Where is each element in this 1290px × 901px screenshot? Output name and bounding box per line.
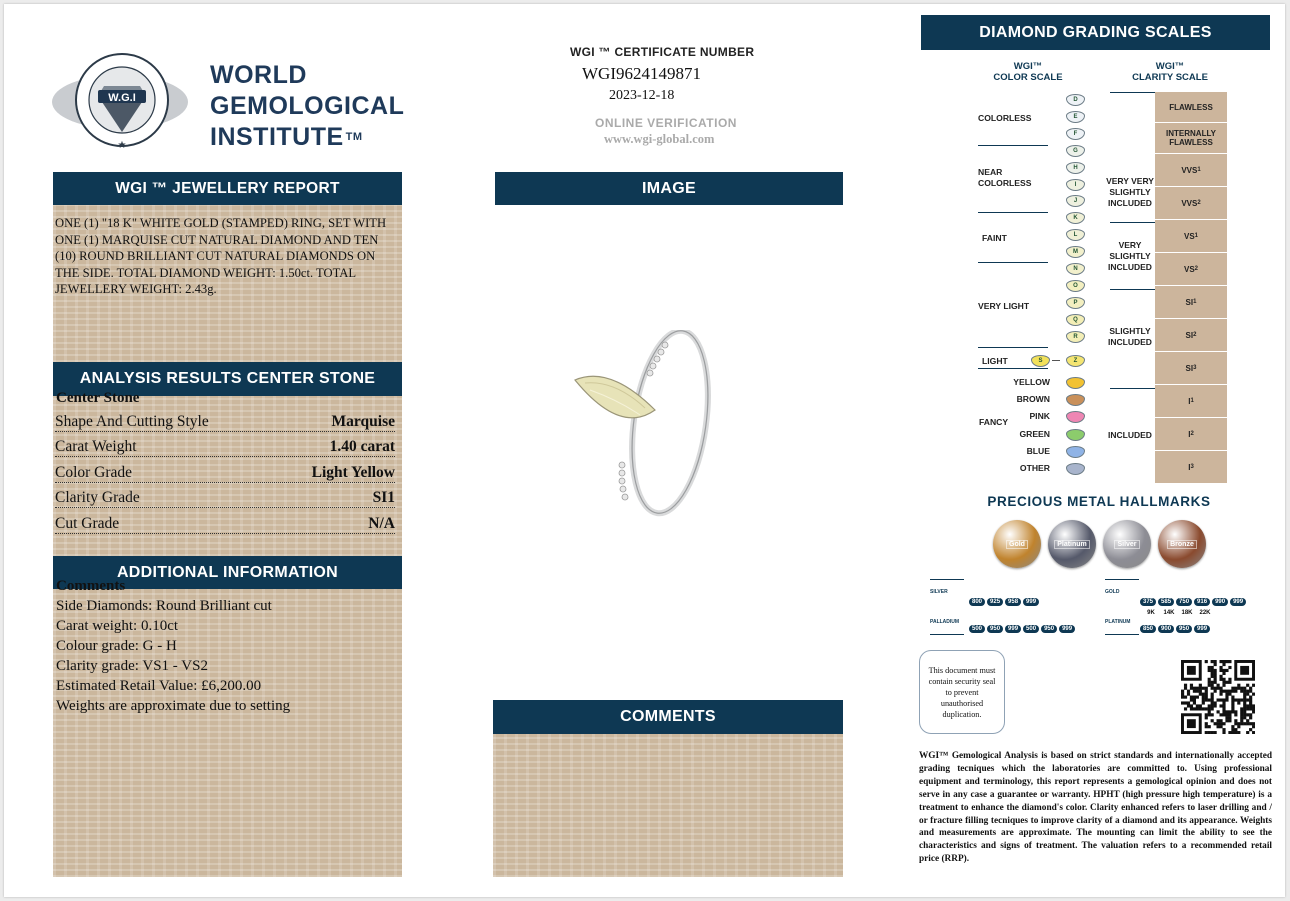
gold-karat: 22K bbox=[1199, 610, 1211, 616]
analysis-row-shape: Shape And Cutting Style Marquise bbox=[55, 406, 395, 432]
clarity-grade-cell: INTERNALLY FLAWLESS bbox=[1155, 123, 1227, 154]
report-description: ONE (1) "18 K" WHITE GOLD (STAMPED) RING, SET WITH ONE (1) MARQUISE CUT NATURAL DIAMOND AND TEN (10) ROUND BRILLIANT CUT NATURAL DIAMONDS ON THE SIDE. TOTAL DIAMOND WEIGHT: 1.50ct. TOTAL JEWELLERY WEIGHT: 2.43g. bbox=[55, 216, 387, 296]
clarity-grade-cell: VVS 2 bbox=[1155, 187, 1227, 220]
ring-photo bbox=[570, 330, 720, 525]
divider bbox=[978, 368, 1048, 369]
color-scale-title: WGI™ COLOR SCALE bbox=[993, 61, 1063, 83]
image-header: IMAGE bbox=[495, 172, 843, 205]
hallmark-coin-bronze: Bronze bbox=[1158, 520, 1206, 568]
color-group-very-light: VERY LIGHT bbox=[978, 301, 1030, 311]
wgi-logo bbox=[50, 50, 190, 155]
additional-subtitle: Comments bbox=[56, 578, 126, 594]
certificate-number: WGI9624149871 bbox=[582, 64, 701, 83]
analysis-header: ANALYSIS RESULTS CENTER STONE bbox=[53, 362, 402, 396]
color-grade-i-icon: I bbox=[1066, 179, 1085, 191]
clarity-grade-cell: FLAWLESS bbox=[1155, 92, 1227, 123]
hallmark-mark: 950 bbox=[1041, 625, 1057, 633]
color-grade-k-icon: K bbox=[1066, 212, 1085, 224]
gold-karat: 14K bbox=[1163, 610, 1175, 616]
color-grade-f-icon: F bbox=[1066, 128, 1085, 140]
globe-emblem-icon bbox=[50, 50, 190, 155]
hallmark-mark: 999 bbox=[1059, 625, 1075, 633]
hallmark-mark: 585 bbox=[1158, 598, 1174, 606]
fancy-color-pink: PINK bbox=[1029, 411, 1050, 422]
color-group-near-colorless: NEAR COLORLESS bbox=[978, 167, 1032, 188]
color-grade-g-icon: G bbox=[1066, 145, 1085, 157]
fancy-color-yellow: YELLOW bbox=[1013, 377, 1050, 387]
qr-code[interactable] bbox=[1181, 660, 1255, 734]
hallmark-mark: 999 bbox=[1194, 625, 1210, 633]
name-line-1: WORLD bbox=[210, 61, 307, 89]
clarity-grade-cell: I 2 bbox=[1155, 418, 1227, 451]
hallmark-mark: 900 bbox=[1158, 625, 1174, 633]
info-line: Weights are approximate due to setting bbox=[56, 698, 291, 714]
hallmark-mark: 850 bbox=[1140, 625, 1156, 633]
hallmark-mark: 375 bbox=[1140, 598, 1156, 606]
hallmark-mark: 500 bbox=[969, 625, 985, 633]
color-grade-q-icon: Q bbox=[1066, 314, 1085, 326]
clarity-grade-cell: I 3 bbox=[1155, 451, 1227, 484]
divider bbox=[978, 262, 1048, 263]
hallmark-mark: 500 bbox=[1023, 625, 1039, 633]
color-grade-o-icon: O bbox=[1066, 280, 1085, 292]
color-group-fancy: FANCY bbox=[979, 417, 1009, 427]
hallmark-mark: 999 bbox=[1005, 625, 1021, 633]
hallmark-mark: 925 bbox=[987, 598, 1003, 606]
color-group-faint: FAINT bbox=[982, 233, 1007, 243]
color-group-colorless: COLORLESS bbox=[978, 113, 1032, 123]
clarity-grade-cell: VS 2 bbox=[1155, 253, 1227, 286]
hallmark-mark: 800 bbox=[969, 598, 985, 606]
comments-header: COMMENTS bbox=[493, 700, 843, 734]
ring-icon bbox=[570, 330, 720, 525]
hallmark-coin-platinum: Platinum bbox=[1048, 520, 1096, 568]
color-grade-z-icon: Z bbox=[1066, 355, 1085, 367]
color-group-light: LIGHT bbox=[982, 356, 1008, 366]
hallmark-mark: 999 bbox=[1230, 598, 1246, 606]
color-grade-r-icon: R bbox=[1066, 331, 1085, 343]
comments-panel bbox=[493, 734, 843, 877]
certificate-label: WGI ™ CERTIFICATE NUMBER bbox=[570, 45, 755, 59]
divider bbox=[1110, 92, 1158, 93]
institute-name bbox=[210, 60, 404, 153]
certificate-date: 2023-12-18 bbox=[609, 88, 675, 103]
security-seal-note: This document must contain security seal to prevent unauthorised duplication. bbox=[919, 650, 1005, 734]
clarity-grade-cell: VVS 1 bbox=[1155, 154, 1227, 187]
additional-info-header: ADDITIONAL INFORMATION bbox=[53, 556, 402, 589]
clarity-grade-cell: SI 3 bbox=[1155, 352, 1227, 385]
clarity-scale-title: WGI™ CLARITY SCALE bbox=[1132, 61, 1208, 83]
color-grade-n-icon: N bbox=[1066, 263, 1085, 275]
hallmarks-header: PRECIOUS METAL HALLMARKS bbox=[987, 494, 1211, 509]
color-grade-s-icon: S bbox=[1031, 355, 1050, 367]
additional-lines bbox=[56, 596, 396, 716]
hallmark-coin-gold: Gold bbox=[993, 520, 1041, 568]
hallmark-mark: 750 bbox=[1176, 598, 1192, 606]
svg-text:★: ★ bbox=[117, 140, 127, 151]
fancy-color-green: GREEN bbox=[1019, 428, 1050, 439]
disclaimer: WGI™ Gemological Analysis is based on strict standards and internationally accepted grading tecniques which the laboratories are committed to. Using professional equipment and terminology, this report represents a gemological opinion and does not serve in any case a guarantee or warranty. HPHT (high pressure high temperature) is a treatment to enhance the diamond's color. Clarity enhanced refers to laser drilling and / or fracture filling tecniques to improve clarity of a diamond and its appearance. Weights and measurements are approximate. The mounting can limit the ability to see the characteristics and signs of treatment. The valuation refers to a recommended retail price (RRP). bbox=[919, 751, 1272, 865]
info-line: Colour grade: G - H bbox=[56, 638, 177, 654]
fancy-color-brown: BROWN bbox=[1016, 394, 1050, 405]
divider bbox=[1110, 388, 1158, 389]
clarity-group-vvs: VERY VERY SLIGHTLY INCLUDED bbox=[1106, 175, 1154, 208]
fancy-green-icon bbox=[1066, 429, 1085, 441]
jewellery-report-header: WGI ™ JEWELLERY REPORT bbox=[53, 172, 402, 205]
divider bbox=[978, 347, 1048, 348]
hallmark-mark: 958 bbox=[1005, 598, 1021, 606]
color-grade-e-icon: E bbox=[1066, 111, 1085, 123]
divider bbox=[1110, 289, 1158, 290]
info-line: Side Diamonds: Round Brilliant cut bbox=[56, 598, 272, 614]
clarity-grade-cell: VS 1 bbox=[1155, 220, 1227, 253]
qr-code-icon bbox=[1181, 660, 1255, 734]
logo-center-text: W.G.I bbox=[108, 92, 136, 104]
verification-link[interactable]: www.wgi-global.com bbox=[604, 132, 715, 146]
fancy-color-other: OTHER bbox=[1019, 463, 1050, 473]
divider bbox=[978, 145, 1048, 146]
hallmark-mark: 999 bbox=[1023, 598, 1039, 606]
hallmark-mark: 990 bbox=[1212, 598, 1228, 606]
analysis-subtitle: Center Stone bbox=[56, 390, 140, 406]
clarity-group-si: SLIGHTLY INCLUDED bbox=[1108, 326, 1152, 347]
analysis-table bbox=[55, 406, 395, 534]
name-line-2: GEMOLOGICAL bbox=[210, 92, 405, 120]
analysis-row-cut: Cut Grade N/A bbox=[55, 508, 395, 534]
divider bbox=[1110, 222, 1158, 223]
color-grade-m-icon: M bbox=[1066, 246, 1085, 258]
info-line: Estimated Retail Value: £6,200.00 bbox=[56, 678, 262, 694]
hallmark-coin-silver: Silver bbox=[1103, 520, 1151, 568]
analysis-row-carat: Carat Weight 1.40 carat bbox=[55, 432, 395, 458]
clarity-grade-cell: I 1 bbox=[1155, 385, 1227, 418]
divider bbox=[978, 212, 1048, 213]
info-line: Clarity grade: VS1 - VS2 bbox=[56, 658, 208, 674]
online-verification-label: ONLINE VERIFICATION bbox=[595, 116, 737, 130]
clarity-grade-cell: SI 2 bbox=[1155, 319, 1227, 352]
color-grade-h-icon: H bbox=[1066, 162, 1085, 174]
clarity-group-vs: VERY SLIGHTLY INCLUDED bbox=[1108, 239, 1152, 272]
color-grade-j-icon: J bbox=[1066, 195, 1085, 207]
grading-scales-header: DIAMOND GRADING SCALES bbox=[921, 15, 1270, 50]
analysis-row-color: Color Grade Light Yellow bbox=[55, 457, 395, 483]
hallmark-mark: 950 bbox=[987, 625, 1003, 633]
fancy-color-blue: BLUE bbox=[1026, 445, 1050, 456]
color-grade-p-icon: P bbox=[1066, 297, 1085, 309]
clarity-group-i: INCLUDED bbox=[1108, 430, 1152, 440]
hallmark-mark: 916 bbox=[1194, 598, 1210, 606]
hallmark-mark: 950 bbox=[1176, 625, 1192, 633]
info-line: Carat weight: 0.10ct bbox=[56, 618, 179, 634]
gold-karat: 18K bbox=[1181, 610, 1193, 616]
gold-karat: 9K bbox=[1147, 610, 1155, 616]
color-grade-l-icon: L bbox=[1066, 229, 1085, 241]
analysis-row-clarity: Clarity Grade SI1 bbox=[55, 483, 395, 509]
color-grade-d-icon: D bbox=[1066, 94, 1085, 106]
clarity-grade-cell: SI 1 bbox=[1155, 286, 1227, 319]
name-line-3: INSTITUTE ™ bbox=[210, 123, 363, 151]
